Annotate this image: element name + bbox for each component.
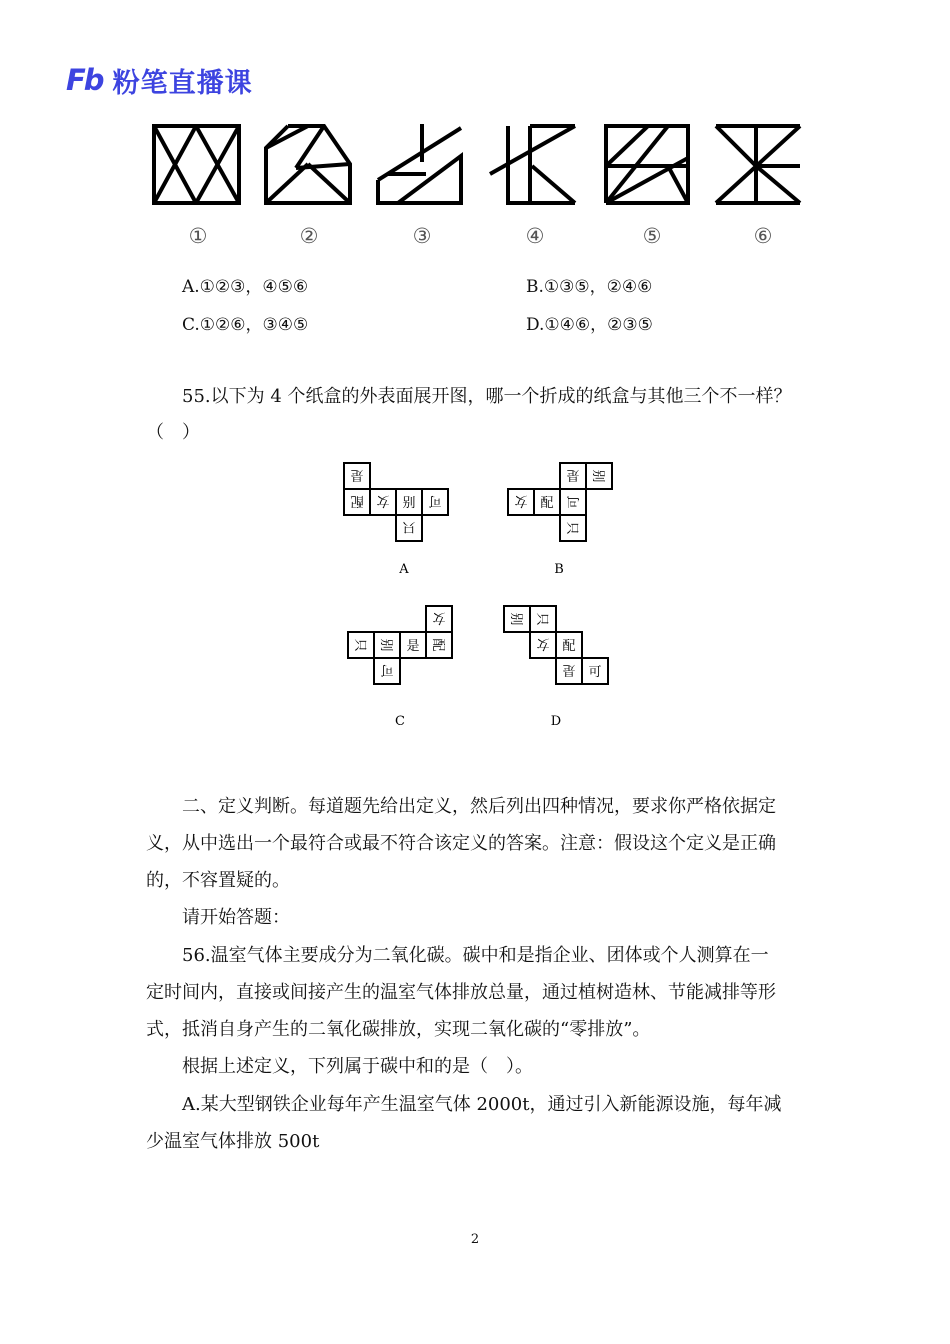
q54-option-c: C.①②⑥，③④⑤	[182, 315, 309, 335]
net-d-cell-6: 可	[588, 665, 602, 680]
net-d-cell-2: 只	[534, 612, 549, 626]
net-b-cell-3: 女	[514, 493, 528, 508]
q56-option-a-line2: 少温室气体排放 500t	[146, 1131, 320, 1152]
q54-option-a: A.①②③，④⑤⑥	[182, 277, 309, 297]
q56-question: 根据上述定义，下列属于碳中和的是（ ）。	[182, 1056, 533, 1077]
figure-6	[716, 126, 800, 203]
logo-mark: Fb	[66, 63, 103, 97]
figure-1	[154, 126, 239, 203]
net-d-cell-5: 是	[562, 662, 576, 677]
net-c-cell-3: 别	[378, 638, 393, 652]
figure-4	[490, 126, 575, 203]
net-a-cell-3: 女	[376, 493, 390, 508]
net-b-cell-2: 别	[590, 469, 605, 483]
q54-option-d: D.①④⑥，②③⑤	[526, 315, 653, 335]
q56-stem-line2: 定时间内，直接或间接产生的温室气体排放总量，通过植树造林、节能减排等形	[146, 982, 776, 1003]
q54-figure-labels	[0, 224, 950, 252]
net-c-cell-2: 只	[352, 638, 367, 652]
net-d-cell-4: 配	[562, 639, 576, 654]
net-a-cell-6: 只	[402, 519, 416, 534]
net-b-cell-4: 配	[540, 496, 554, 511]
section2-intro-line2: 义，从中选出一个最符合或最不符合该定义的答案。注意：假设这个定义是正确	[146, 833, 776, 854]
net-c-cell-4: 是	[406, 639, 420, 654]
net-b-cell-5: 可	[567, 495, 582, 509]
net-b-label: B	[554, 562, 564, 577]
q56-option-a-line1: A.某大型钢铁企业每年产生温室气体 2000t，通过引入新能源设施，每年减	[182, 1094, 782, 1115]
net-d-label: D	[550, 714, 562, 729]
net-a-cell-2: 配	[350, 493, 364, 508]
section2-intro-line3: 的，不容置疑的。	[146, 870, 290, 891]
figure-3	[378, 124, 461, 203]
q56-stem-line1: 56.温室气体主要成分为二氧化碳。碳中和是指企业、团体或个人测算在一	[182, 945, 769, 966]
figure-label-2: ②	[299, 224, 319, 248]
net-a-cell-5: 可	[428, 493, 442, 508]
net-a-label: A	[399, 562, 409, 577]
section2-intro-line1: 二、定义判断。每道题先给出定义，然后列出四种情况，要求你严格依据定	[182, 796, 776, 817]
net-a-cell-1: 是	[350, 467, 364, 482]
net-c-cell-5: 配	[430, 638, 445, 652]
figure-label-3: ③	[412, 224, 432, 248]
net-c-cell-1: 女	[432, 610, 446, 625]
figure-label-1: ①	[188, 224, 208, 248]
q54-option-b: B.①③⑤，②④⑥	[526, 277, 653, 297]
section2-start: 请开始答题：	[182, 907, 290, 928]
logo-text: 粉笔直播课	[112, 67, 253, 99]
q54-figure-row	[148, 118, 808, 210]
page-number: 2	[470, 1232, 480, 1247]
net-d-cell-1: 别	[508, 612, 523, 626]
q55-stem-line1: 55.以下为 4 个纸盒的外表面展开图，哪一个折成的纸盒与其他三个不一样？	[182, 386, 792, 407]
brand-logo	[66, 62, 253, 98]
q56-stem-line3: 式，抵消自身产生的二氧化碳排放，实现二氧化碳的“零排放”。	[146, 1019, 651, 1040]
q55-stem-line2: （ ）	[146, 422, 200, 443]
figure-label-4: ④	[525, 224, 545, 248]
net-c-label: C	[395, 714, 405, 729]
net-b-cell-1: 是	[566, 467, 580, 482]
net-b-cell-6: 只	[564, 521, 579, 535]
net-a-cell-4: 别	[402, 496, 416, 511]
figure-label-5: ⑤	[642, 224, 662, 248]
figure-label-6: ⑥	[753, 224, 773, 248]
q55-nets	[330, 455, 630, 735]
figure-2	[266, 126, 350, 203]
net-c-cell-6: 可	[380, 662, 394, 677]
figure-5	[606, 126, 688, 203]
net-d-cell-3: 女	[536, 636, 550, 651]
